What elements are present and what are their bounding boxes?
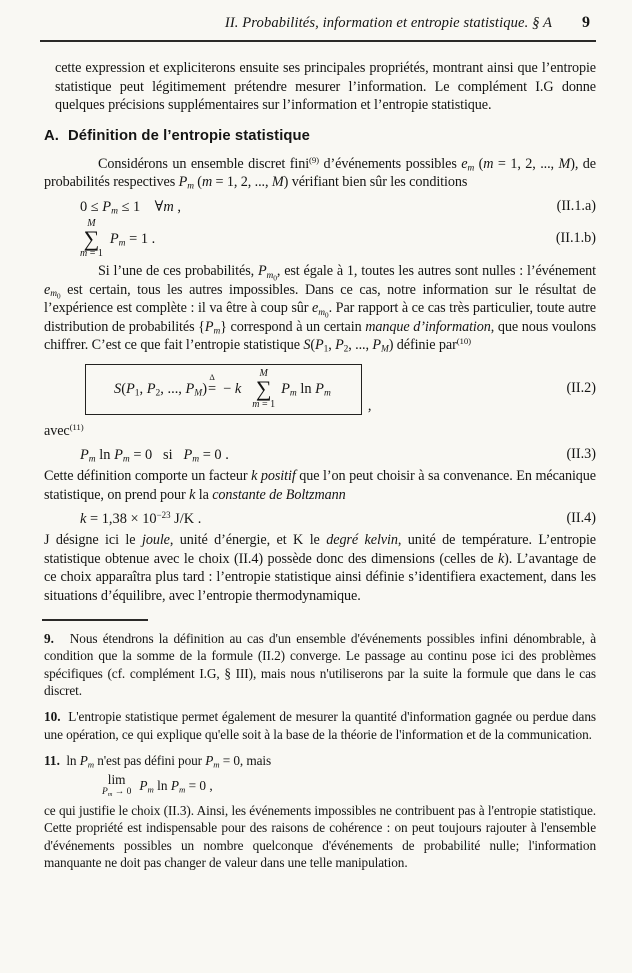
footnote-11-formula-body: $P_m$ $\ln P_m = 0$ ,	[139, 777, 213, 795]
footnote-10: 10. L'entropie statistique permet également de mesurer la quantité d'information gagnée ou perdue dans une opération, ce qui explique qu'elle soit à la base de la théorie de l'information et de la communication.	[44, 709, 596, 742]
summation-upper-limit: M	[87, 217, 96, 229]
sigma-glyph: ∑	[255, 375, 272, 401]
equation-II2-lhs: $S(P_1$, $P_2$, ..., $P_M$)	[114, 381, 207, 399]
equation-II2-comma: ,	[367, 397, 372, 414]
delta-glyph: Δ	[209, 371, 215, 382]
page-header	[44, 14, 596, 32]
equation-II1a	[80, 198, 596, 216]
equation-II4-label: (II.4)	[566, 510, 596, 527]
header-rule	[40, 40, 596, 42]
limit-symbol	[102, 773, 131, 798]
summation-symbol	[80, 219, 103, 260]
running-title: II. Probabilités, information et entropie statistique. § A	[224, 15, 552, 31]
summation-lower-limit: m = 1	[80, 248, 103, 260]
equation-II1a-body: $0 \le P_m \le 1$ ∀m ,	[80, 198, 181, 217]
equation-II4	[80, 510, 596, 528]
footnote-11-intro: 11. $\ln P_m$ n'est pas défini pour $P_m = 0$, mais	[44, 752, 272, 770]
equals-glyph: =	[208, 381, 217, 398]
section-a-heading	[44, 128, 596, 144]
sigma-glyph: ∑	[83, 225, 100, 251]
paragraph-considerons: Considérons un ensemble discret fini$^{(9)}$ d’événements possibles $e_m$ (m = 1, 2, ..., M), de probabilités respectives $P_m$ (m = 1, 2, ..., M) vérifiant bien sûr les conditions	[44, 154, 597, 192]
footnote-11-body: ce qui justifie le choix (II.3). Ainsi, les événements impossibles ne contribuent pas à l'entropie statistique. Cette propriété est indispensable pour des raisons de cohérence : on peut toujours rajouter à l'ensemble d'événements possibles un nombre quelconque d'événements de probabilité nulle; l'information manquante ne doit pas changer de valeur dans une telle manipulation.	[44, 802, 596, 870]
equation-II2	[85, 364, 596, 415]
section-letter: A.	[44, 127, 59, 144]
equation-II1b-label: (II.1.b)	[555, 230, 596, 247]
limit-subscript: $P_m \to 0$	[102, 787, 132, 799]
equation-II2-rhs: $P_m$ $\ln P_m$	[281, 381, 331, 399]
equation-II2-label: (II.2)	[566, 380, 596, 397]
equation-II2-coefficient: − k	[223, 381, 242, 398]
section-title: Définition de l’entropie statistique	[68, 127, 311, 144]
paragraph-j-designe: J désigne ici le joule, unité d’énergie, et K le degré kelvin, unité de température. L’entropie statistique obtenue avec le choix (II.4) possède donc des dimensions (celles de k). L’avantage de ce choix apparaîtra plus tard : l’entropie statistique ainsi définie s’identifiera exactement, dans les situations d’équilibre, avec l’entropie thermodynamique.	[44, 532, 596, 604]
equation-II3	[80, 446, 596, 464]
footnote-11-formula	[102, 773, 596, 798]
equation-II2-box	[85, 364, 362, 415]
summation-upper-limit: M	[259, 367, 268, 379]
paragraph-cette-definition: Cette définition comporte un facteur k positif que l’on peut choisir à sa convenance. En mécanique statistique, on prend pour k la constante de Boltzmann	[44, 468, 596, 503]
paragraph-si-lune: Si l’une de ces probabilités, $P_{m_0}$, est égale à 1, toutes les autres sont nulles : l’événement $e_{m_0}$ est certain, tous les autres impossibles. Dans ce cas, notre information sur le résultat de l’expérience est complète : il va être à coup sûr $e_{m_0}$. Par rapport à ce cas très particulier, toute autre distribution de probabilités $\{P_m\}$ correspond à un certain manque d’information, que nous voulons chiffrer. C’est ce que fait l’entropie statistique $S(P_1$, $P_2$, ..., $P_M$) définie par$^{(10)}$	[44, 263, 597, 355]
defined-equal-symbol	[208, 371, 217, 398]
summation-symbol	[252, 369, 275, 410]
footnote-9: 9. Nous étendrons la définition au cas d'un ensemble d'événements possibles infini dénombrable, à condition que la somme de la formule (II.2) converge. Le passage au continu pose ici des problèmes spécifiques (cf. complément I.G, § III), mais nous n'utiliserons par la suite la formule que dans le cas discret.	[44, 631, 596, 698]
equation-II1a-label: (II.1.a)	[556, 197, 596, 214]
lim-glyph: lim	[107, 772, 126, 788]
equation-II3-label: (II.3)	[566, 446, 596, 463]
equation-II3-body: $P_m$ $\ln P_m = 0$ si $P_m = 0$ .	[80, 447, 229, 465]
avec-line: avec$^{(11)}$	[44, 421, 84, 439]
equation-II4-body: $k = 1,38 \times 10^{-23}$ J/K .	[80, 510, 202, 528]
page-number: 9	[582, 14, 590, 31]
footnote-rule	[42, 619, 148, 621]
summation-lower-limit: m = 1	[252, 398, 276, 410]
equation-II1b-body: $P_m = 1$ .	[109, 230, 156, 249]
intro-paragraph: cette expression et expliciterons ensuite ses principales propriétés, montrant ainsi que l’entropie statistique peut légitimement prétendre mesurer l’information. Le complément I.G donne quelques précisions supplémentaires sur l’information et l’entropie statistique.	[55, 60, 596, 113]
equation-II1b	[80, 219, 596, 260]
